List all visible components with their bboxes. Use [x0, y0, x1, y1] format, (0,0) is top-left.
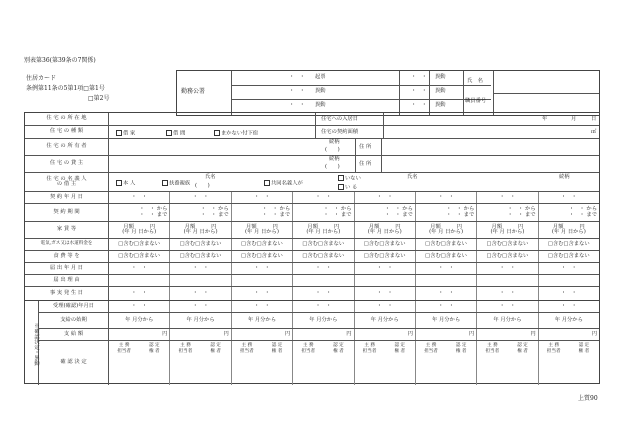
event-1: 起票 — [315, 74, 326, 80]
paystart-cell[interactable]: 年 月分から — [232, 313, 293, 328]
rent-cell[interactable]: 月額 円 (年 月 日から) — [477, 222, 538, 238]
date-3: ・ ・ — [289, 102, 305, 108]
meals-cell[interactable]: □含む□含まない — [170, 251, 231, 262]
period-cell[interactable]: ・ ・ から ・ ・ まで — [568, 206, 597, 218]
event-2: 異動 — [315, 88, 326, 94]
reason-cell[interactable] — [293, 275, 354, 286]
checkbox-rental[interactable] — [116, 130, 122, 136]
utility-cell[interactable]: □含む□含まない — [355, 239, 416, 250]
contract-date-cell[interactable]: ・ ・ — [355, 192, 416, 203]
accept-cell[interactable]: ・ ・ — [232, 301, 293, 312]
date-5: ・ ・ — [411, 88, 427, 94]
paystart-cell[interactable]: 年 月分から — [109, 313, 170, 328]
submit-cell[interactable]: ・ ・ — [416, 263, 477, 274]
row-contract-date: 契 約 年 月 日 ・ ・ ・ ・ ・ ・ ・ ・ ・ ・ ・ ・ ・ ・ ・ ・ — [25, 192, 599, 204]
row-submit-date: 届 出 年 月 日 ・ ・ ・ ・ ・ ・ ・ ・ ・ ・ ・ ・ ・ ・ ・ ・ — [25, 263, 599, 275]
paystart-cell[interactable]: 年 月分から — [355, 313, 416, 328]
event-3: 異動 — [315, 102, 326, 108]
meals-cell[interactable]: □含む□含まない — [232, 251, 293, 262]
rent-cell[interactable]: 月額 円 (年 月 日から) — [293, 222, 354, 238]
reason-cell[interactable] — [477, 275, 538, 286]
submit-cell[interactable]: ・ ・ — [170, 263, 231, 274]
rent-cell[interactable]: 月額 円 (年 月 日から) — [232, 222, 293, 238]
utility-cell[interactable]: □含む□含まない — [232, 239, 293, 250]
card-title: 住居カード — [26, 75, 57, 82]
reason-cell[interactable] — [539, 275, 599, 286]
payamount-cell[interactable]: 円 — [416, 329, 477, 340]
date-1: ・ ・ — [289, 74, 305, 80]
paper-code: 上質90 — [578, 395, 598, 402]
accept-cell[interactable]: ・ ・ — [109, 301, 170, 312]
rent-cell[interactable]: 月額 円 (年 月 日から) — [551, 223, 586, 235]
period-cell[interactable]: ・ ・ から ・ ・ まで — [416, 204, 477, 221]
payamount-cell[interactable]: 円 — [477, 329, 538, 340]
decide-cell[interactable]: 主 務 担当者 認 定 権 者 — [355, 341, 416, 385]
utility-cell[interactable]: □含む□含まない — [547, 240, 590, 247]
decide-cell[interactable]: 主 務 担当者 認 定 権 者 — [293, 341, 354, 385]
submit-cell[interactable]: ・ ・ — [355, 263, 416, 274]
rent-cell[interactable]: 月額 円 (年 月 日から) — [355, 222, 416, 238]
period-cell[interactable]: ・ ・ から ・ ・ まで — [170, 204, 231, 221]
accept-cell[interactable]: ・ ・ — [293, 301, 354, 312]
row-owner: 住 宅 の 所 有 者 続柄 ( ) 住 所 — [25, 139, 599, 156]
accept-cell[interactable]: ・ ・ — [416, 301, 477, 312]
accept-cell[interactable]: ・ ・ — [170, 301, 231, 312]
confirm-side-label: ※確認決定・異動 — [25, 301, 39, 385]
checkbox-joint[interactable] — [264, 180, 270, 186]
row-housing-type: 住 宅 の 種 類 借 家 借 間 まかない付下宿 住宅の契約面積 ㎡ — [25, 126, 599, 139]
reason-cell[interactable] — [416, 275, 477, 286]
row-lender: 住 宅 の 貸 主 続柄 ( ) 住 所 — [25, 156, 599, 173]
event-cell[interactable]: ・ ・ — [170, 287, 231, 300]
contract-date-cell[interactable]: ・ ・ — [170, 192, 231, 203]
row-utility: 電気,ガス又は水道料金を □含む□含まない □含む□含まない □含む□含まない □含む□含まない □含む□含まない □含む□含まない □含む□含まない □含む□含まない — [25, 239, 599, 251]
submit-cell[interactable]: ・ ・ — [293, 263, 354, 274]
paystart-cell[interactable]: 年 月分から — [477, 313, 538, 328]
decide-cell[interactable]: 主 務 担当者 認 定 権 者 — [477, 341, 538, 385]
payamount-cell[interactable]: 円 — [355, 329, 416, 340]
payamount-cell[interactable]: 円 — [591, 330, 597, 337]
accept-cell[interactable]: ・ ・ — [560, 302, 577, 309]
submit-cell[interactable]: ・ ・ — [232, 263, 293, 274]
row-pay-start: 支給の始期 年 月分から 年 月分から 年 月分から 年 月分から 年 月分から 年 月分から 年 月分から 年 月分から — [39, 313, 599, 329]
checkbox-room[interactable] — [166, 130, 172, 136]
meals-cell[interactable]: □含む□含まない — [477, 251, 538, 262]
period-cell[interactable]: ・ ・ から ・ ・ まで — [355, 204, 416, 221]
name-label: 氏 名 — [467, 78, 483, 84]
meals-cell[interactable]: □含む□含まない — [293, 251, 354, 262]
period-cell[interactable]: ・ ・ から ・ ・ まで — [232, 204, 293, 221]
event-cell[interactable]: ・ ・ — [355, 287, 416, 300]
event-cell[interactable]: ・ ・ — [232, 287, 293, 300]
event-5: 異動 — [435, 88, 446, 94]
row-pay-amount: 支 給 額 円 円 円 円 円 円 円 円 — [39, 329, 599, 341]
date-6: ・ ・ — [411, 102, 427, 108]
event-6: 異動 — [435, 102, 446, 108]
utility-cell[interactable]: □含む□含まない — [293, 239, 354, 250]
row-submit-reason: 届 出 理 由 — [25, 275, 599, 287]
staff-no-label: 職員番号 — [465, 98, 487, 104]
accept-cell[interactable]: ・ ・ — [477, 301, 538, 312]
event-cell[interactable]: ・ ・ — [293, 287, 354, 300]
checkbox-boarding[interactable] — [214, 130, 220, 136]
period-cell[interactable]: ・ ・ から ・ ・ まで — [293, 204, 354, 221]
clause-line-2: □第2号 — [88, 95, 110, 102]
header-box — [176, 70, 600, 116]
row-accept-date: 受理(確認)年月日 ・ ・ ・ ・ ・ ・ ・ ・ ・ ・ ・ ・ ・ ・ ・ ・ — [39, 301, 599, 313]
row-nominee: 住 宅 の 名 義 人 の 借 主 本 人 扶養親族 氏名 ( ) 共同名義人が いない い る 氏名 続柄 — [25, 173, 599, 192]
period-cell[interactable]: ・ ・ から ・ ・ まで — [477, 204, 538, 221]
meals-cell[interactable]: □含む□含まない — [355, 251, 416, 262]
date-4: ・ ・ — [411, 74, 427, 80]
event-cell[interactable]: ・ ・ — [560, 289, 577, 296]
paystart-cell[interactable]: 年 月分から — [170, 313, 231, 328]
event-cell[interactable]: ・ ・ — [109, 287, 170, 300]
row-event-date: 事 実 発 生 日 ・ ・ ・ ・ ・ ・ ・ ・ ・ ・ ・ ・ ・ ・ ・ ・ — [25, 287, 599, 301]
payamount-cell[interactable]: 円 — [109, 329, 170, 340]
utility-cell[interactable]: □含む□含まない — [109, 239, 170, 250]
date-2: ・ ・ — [289, 88, 305, 94]
housing-card-form — [24, 112, 600, 384]
clause-line: 条例第11条の5第1項□第1号 — [26, 85, 105, 92]
paystart-cell[interactable]: 年 月分から — [416, 313, 477, 328]
decide-cell[interactable]: 主 務 担当者 認 定 権 者 — [546, 343, 590, 354]
row-rent: 家 賃 等 月額 円 (年 月 日から) 月額 円 (年 月 日から) 月額 円 (年 月 日から) 月額 円 (年 月 日から) 月額 円 (年 月 日から) 月額 円 (年 月 日から) 月額 円 (年 月 日から) 月額 円 (年 月 日から) — [25, 222, 599, 239]
event-cell[interactable]: ・ ・ — [416, 287, 477, 300]
event-cell[interactable]: ・ ・ — [477, 287, 538, 300]
reason-cell[interactable] — [109, 275, 170, 286]
row-meals: 食 費 等 を □含む□含まない □含む□含まない □含む□含まない □含む□含まない □含む□含まない □含む□含まない □含む□含まない □含む□含まない — [25, 251, 599, 263]
office-label: 勤務公署 — [181, 88, 206, 95]
meals-cell[interactable]: □含む□含まない — [547, 252, 590, 259]
utility-cell[interactable]: □含む□含まない — [416, 239, 477, 250]
payamount-cell[interactable]: 円 — [170, 329, 231, 340]
rent-cell[interactable]: 月額 円 (年 月 日から) — [109, 222, 170, 238]
submit-cell[interactable]: ・ ・ — [477, 263, 538, 274]
contract-date-cell[interactable]: ・ ・ — [477, 192, 538, 203]
rent-cell[interactable]: 月額 円 (年 月 日から) — [416, 222, 477, 238]
contract-date-cell[interactable]: ・ ・ — [416, 192, 477, 203]
contract-date-cell[interactable]: ・ ・ — [109, 192, 170, 203]
contract-date-cell[interactable]: ・ ・ — [560, 193, 577, 200]
contract-date-cell[interactable]: ・ ・ — [232, 192, 293, 203]
checkbox-dependent[interactable] — [162, 180, 168, 186]
utility-cell[interactable]: □含む□含まない — [170, 239, 231, 250]
checkbox-self[interactable] — [116, 180, 122, 186]
contract-date-cell[interactable]: ・ ・ — [293, 192, 354, 203]
meals-cell[interactable]: □含む□含まない — [416, 251, 477, 262]
row-contract-period: 契 約 期 間 ・ ・ から ・ ・ まで ・ ・ から ・ ・ まで ・ ・ から ・ ・ まで ・ ・ から ・ ・ まで ・ ・ から ・ ・ まで ・ ・ から ・ ・ まで ・ ・ から ・ ・ まで ・ ・ から ・ ・ まで — [25, 204, 599, 222]
payamount-cell[interactable]: 円 — [232, 329, 293, 340]
decide-cell[interactable]: 主 務 担当者 認 定 権 者 — [232, 341, 293, 385]
row-address: 住 宅 の 所 在 地 住宅への入居日 年 月 日 — [25, 113, 599, 126]
meals-cell[interactable]: □含む□含まない — [109, 251, 170, 262]
paystart-cell[interactable]: 年 月分から — [554, 316, 583, 323]
form-number: 別表第36(第39条の7関係) — [24, 57, 96, 64]
decide-cell[interactable]: 主 務 担当者 認 定 権 者 — [109, 341, 170, 385]
submit-cell[interactable]: ・ ・ — [560, 264, 577, 271]
payamount-cell[interactable]: 円 — [293, 329, 354, 340]
reason-cell[interactable] — [170, 275, 231, 286]
decide-cell[interactable]: 主 務 担当者 認 定 権 者 — [170, 341, 231, 385]
rent-cell[interactable]: 月額 円 (年 月 日から) — [170, 222, 231, 238]
row-decide: 確 認 決 定 主 務 担当者 認 定 権 者 主 務 担当者 認 定 権 者 主 務 担当者 認 定 権 者 主 務 担当者 認 定 権 者 主 務 担当者 認 定 権 者 主 務 担当者 認 定 権 者 主 務 担当者 認 定 権 者 主 務 担当者 認 定 権 者 — [39, 341, 599, 385]
utility-cell[interactable]: □含む□含まない — [477, 239, 538, 250]
paystart-cell[interactable]: 年 月分から — [293, 313, 354, 328]
submit-cell[interactable]: ・ ・ — [109, 263, 170, 274]
reason-cell[interactable] — [232, 275, 293, 286]
period-cell[interactable]: ・ ・ から ・ ・ まで — [109, 204, 170, 221]
accept-cell[interactable]: ・ ・ — [355, 301, 416, 312]
reason-cell[interactable] — [355, 275, 416, 286]
decide-cell[interactable]: 主 務 担当者 認 定 権 者 — [416, 341, 477, 385]
event-4: 異動 — [435, 74, 446, 80]
